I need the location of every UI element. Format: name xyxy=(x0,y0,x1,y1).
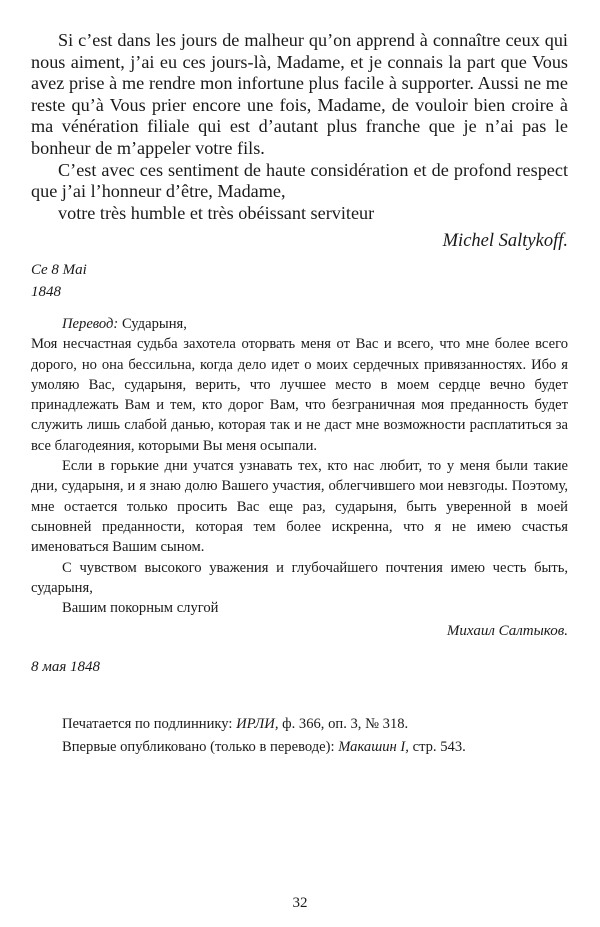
source-note-2 xyxy=(62,736,568,759)
page-number: 32 xyxy=(292,895,308,911)
source-note-1 xyxy=(62,713,568,736)
french-paragraph-2: C’est avec ces sentiment de haute considération et de profond respect que j’ai l’honneur d’être, Madame, xyxy=(31,159,568,202)
translation-label: Перевод: xyxy=(62,316,119,332)
note-2-prefix: Впервые опубликовано (только в переводе): xyxy=(62,739,335,755)
russian-date: 8 мая 1848 xyxy=(31,659,101,675)
russian-signature: Михаил Салтыков. xyxy=(446,623,568,639)
french-date-line-1: Ce 8 Mai xyxy=(31,262,87,278)
french-date xyxy=(31,259,87,303)
note-1-rest: ф. 366, оп. 3, № 318. xyxy=(282,716,409,732)
translation-salutation: Сударыня, xyxy=(121,316,187,332)
note-1-prefix: Печатается по подлиннику: xyxy=(62,716,233,732)
source-notes xyxy=(62,713,568,759)
french-letter xyxy=(31,30,568,224)
russian-closing: Вашим покорным слугой xyxy=(62,600,219,617)
russian-paragraph-2: Если в горькие дни учатся узнавать тех, кто нас любит, то у меня были такие дни, сударыня, и я знаю долю Вашего участия, облегчившего мои невзгоды. Поэтому, мне остается только просить Вас еще раз, сударыня, быть уверенной в моей сыновней преданности, которая тем более искренна, что я не имею счастья именоваться Вашим сыном. xyxy=(31,458,568,556)
french-signature: Michel Saltykoff. xyxy=(442,231,568,251)
french-paragraph-1: Si c’est dans les jours de malheur qu’on apprend à connaître ceux qui nous aiment, j’ai eu ces jours-là, Madame, et je connais la part que Vous avez prise à me rendre mon infortune plus facile à supporter. Aussi ne me reste qu’à Vous prier encore une fois, Madame, de vouloir bien croire à ma vénération filiale qui est d’autant plus franche que je n’ai pas le bonheur de m’appeler votre fils. xyxy=(31,30,568,158)
russian-paragraph-1: Моя несчастная судьба захотела оторвать меня от Вас и всего, что мне более всего дорого, но она бессильна, когда дело идет о моих сердечных привязанностях. Ибо я умоляю Вас, сударыня, верить, что лучшее место в моем сердце вечно будет принадлежать Вам и тем, кто дорог Вам, что безграничная моя преданность будет служить лишь слабой данью, которая так и не даст мне возможности расплатиться за все благодеяния, которыми Вы меня осыпали. xyxy=(31,336,568,454)
russian-paragraph-3: С чувством высокого уважения и глубочайшего почтения имею честь быть, сударыня, xyxy=(31,559,568,596)
russian-translation xyxy=(31,314,568,618)
translation-heading xyxy=(31,314,568,334)
note-1-source: ИРЛИ, xyxy=(236,716,279,732)
french-closing: votre très humble et très obéissant serviteur xyxy=(58,202,375,223)
french-date-line-2: 1848 xyxy=(31,284,61,300)
note-2-source: Макашин I, xyxy=(338,739,409,755)
note-2-rest: стр. 543. xyxy=(412,739,466,755)
